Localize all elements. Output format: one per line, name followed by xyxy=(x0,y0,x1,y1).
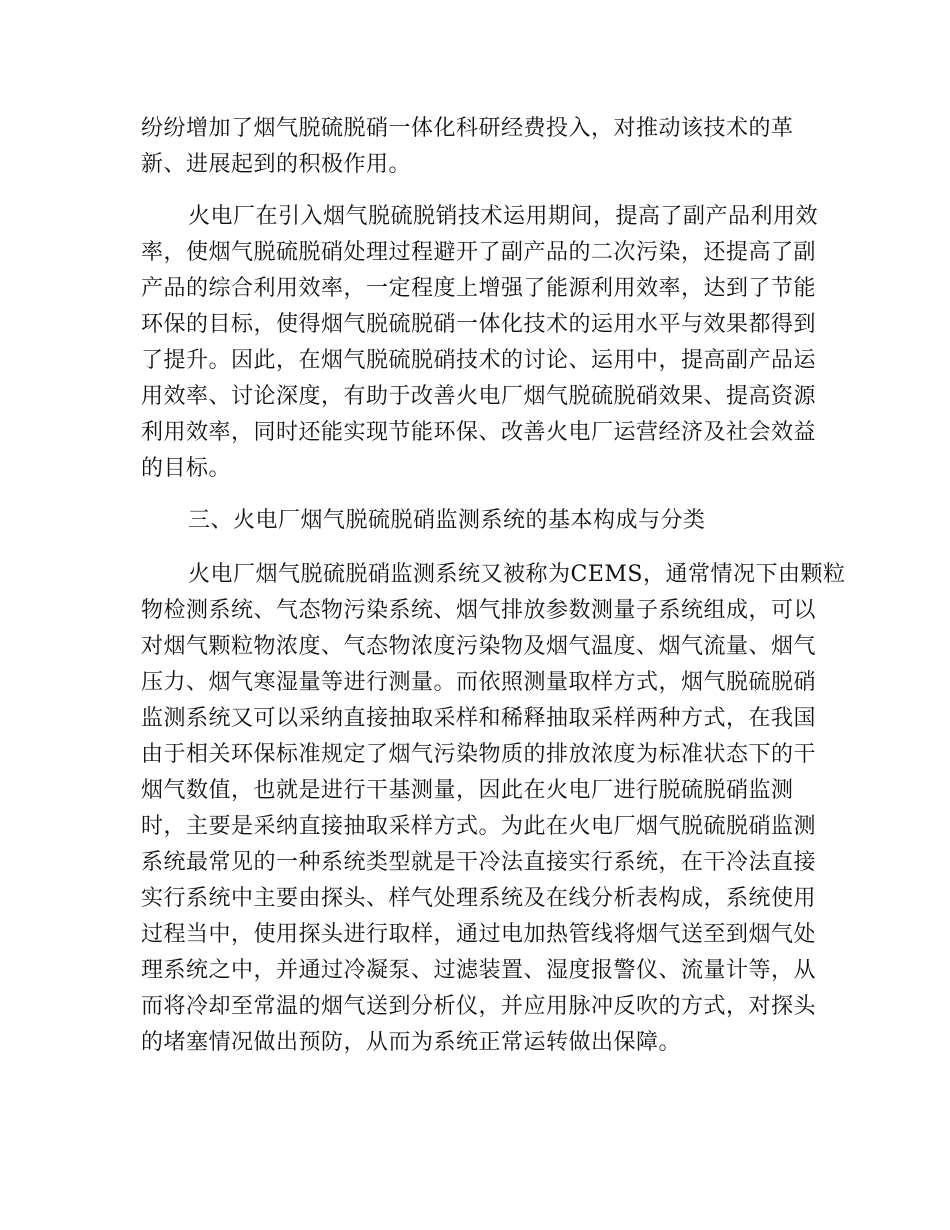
paragraph-4-line-8: 时，主要是采纳直接抽取采样方式。为此在火电厂烟气脱硫脱硝监测 xyxy=(141,814,817,839)
paragraph-2-line-6: 用效率、讨论深度，有助于改善火电厂烟气脱硫脱硝效果、提高资源 xyxy=(141,384,817,409)
paragraph-4-line-3: 对烟气颗粒物浓度、气态物浓度污染物及烟气温度、烟气流量、烟气 xyxy=(141,634,817,659)
section-heading: 三、火电厂烟气脱硫脱硝监测系统的基本构成与分类 xyxy=(188,508,706,533)
paragraph-4-line-1: 火电厂烟气脱硫脱硝监测系统又被称为CEMS，通常情况下由颗粒 xyxy=(188,562,846,587)
paragraph-4-line-14: 的堵塞情况做出预防，从而为系统正常运转做出保障。 xyxy=(141,1030,682,1055)
paragraph-2-line-2: 率，使烟气脱硫脱硝处理过程避开了副产品的二次污染，还提高了副 xyxy=(141,240,817,265)
paragraph-2-line-4: 环保的目标，使得烟气脱硫脱硝一体化技术的运用水平与效果都得到 xyxy=(141,312,817,337)
paragraph-4-line-6: 由于相关环保标准规定了烟气污染物质的排放浓度为标准状态下的干 xyxy=(141,742,817,767)
paragraph-2-line-5: 了提升。因此，在烟气脱硫脱硝技术的讨论、运用中，提高副产品运 xyxy=(141,348,817,373)
paragraph-2-line-7: 利用效率，同时还能实现节能环保、改善火电厂运营经济及社会效益 xyxy=(141,420,817,445)
paragraph-4-line-2: 物检测系统、气态物污染系统、烟气排放参数测量子系统组成，可以 xyxy=(141,598,817,623)
paragraph-4-line-7: 烟气数值，也就是进行干基测量，因此在火电厂进行脱硫脱硝监测 xyxy=(141,778,794,803)
paragraph-2-line-8: 的目标。 xyxy=(141,456,232,481)
paragraph-4-line-12: 理系统之中，并通过冷凝泵、过滤装置、湿度报警仪、流量计等，从 xyxy=(141,958,817,983)
paragraph-4-line-9: 系统最常见的一种系统类型就是干冷法直接实行系统，在干冷法直接 xyxy=(141,850,817,875)
paragraph-4-line-10: 实行系统中主要由探头、样气处理系统及在线分析表构成，系统使用 xyxy=(141,886,817,911)
paragraph-2-line-1: 火电厂在引入烟气脱硫脱销技术运用期间，提高了副产品利用效 xyxy=(188,204,819,229)
paragraph-2-line-3: 产品的综合利用效率，一定程度上增强了能源利用效率，达到了节能 xyxy=(141,276,817,301)
paragraph-4-line-4: 压力、烟气寒湿量等进行测量。而依照测量取样方式，烟气脱硫脱硝 xyxy=(141,670,817,695)
paragraph-1-line-2: 新、进展起到的积极作用。 xyxy=(141,152,412,177)
paragraph-4-line-13: 而将冷却至常温的烟气送到分析仪，并应用脉冲反吹的方式，对探头 xyxy=(141,994,817,1019)
paragraph-4-line-5: 监测系统又可以采纳直接抽取采样和稀释抽取采样两种方式，在我国 xyxy=(141,706,817,731)
paragraph-4-line-11: 过程当中，使用探头进行取样，通过电加热管线将烟气送至到烟气处 xyxy=(141,922,817,947)
paragraph-1-line-1: 纷纷增加了烟气脱硫脱硝一体化科研经费投入，对推动该技术的革 xyxy=(141,116,794,141)
